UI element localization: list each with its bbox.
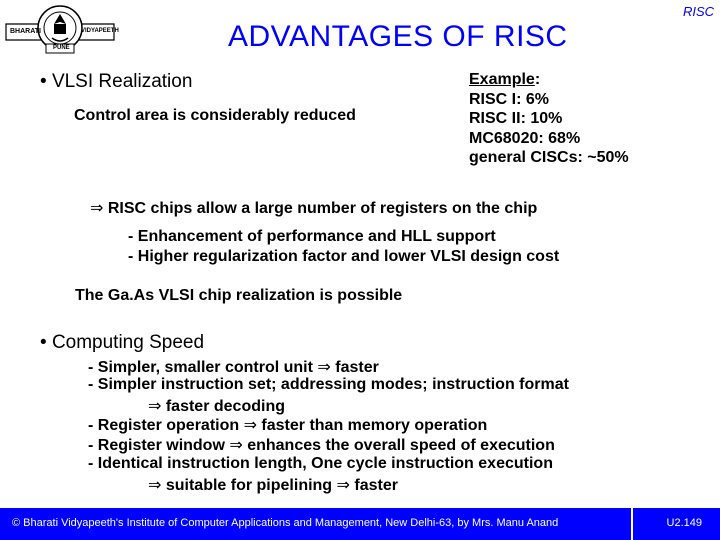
vlsi-heading-text: VLSI Realization [51,71,193,92]
implication-line [90,198,537,218]
footer-bar [0,508,720,540]
vlsi-heading [40,71,192,93]
implies-icon: ⇒ [317,357,331,376]
speed-item-result: suitable for pipelining [161,477,337,494]
speed-item-text: - Register operation [88,417,244,434]
speed-item-text: - Register window [88,437,230,454]
institute-logo [2,0,118,60]
implies-icon: ⇒ [90,198,104,217]
footer-divider [631,508,633,540]
implies-icon: ⇒ [148,475,162,494]
speed-heading [40,332,204,354]
logo-left-text: BHARATI [10,28,41,35]
implies-icon: ⇒ [148,396,162,415]
example-line: MC68020: 68% [469,129,581,147]
speed-heading-text: Computing Speed [51,332,205,353]
sub-line: - Higher regularization factor and lower VLSI design cost [128,248,560,265]
implies-icon: ⇒ [336,475,350,494]
example-colon: : [534,71,541,88]
page-number: U2.149 [666,517,702,529]
speed-item: - Identical instruction length, One cycle instruction execution [88,455,553,472]
example-line: RISC I: 6% [469,90,550,108]
corner-tag: RISC [682,4,714,19]
implies-icon: ⇒ [229,435,243,454]
slide-title: ADVANTAGES OF RISC [228,20,568,53]
speed-item [88,435,555,455]
example-line: general CISCs: ~50% [469,149,629,166]
speed-item-result: faster [349,477,398,494]
speed-item [88,357,379,377]
example-heading [469,70,629,90]
footer-credit: © Bharati Vidyapeeth's Institute of Computer Applications and Management, New Delhi-63, by Mrs. Manu Anand [12,517,559,529]
speed-item: - Simpler instruction set; addressing modes; instruction format [88,376,569,393]
speed-item-result: faster decoding [161,398,285,415]
speed-item-result: faster than memory operation [256,417,488,434]
implies-icon: ⇒ [243,415,257,434]
speed-item-result: enhances the overall speed of execution [242,437,555,454]
gaas-text: The Ga.As VLSI chip realization is possible [75,287,403,304]
speed-item [88,415,487,435]
implication-text: RISC chips allow a large number of registers on the chip [107,200,538,217]
bullet-marker: • [40,71,47,92]
logo-right-text: VIDYAPEETH [81,28,119,34]
sub-line: - Enhancement of performance and HLL support [128,228,496,245]
example-block [469,70,629,168]
control-area-text: Control area is considerably reduced [74,107,356,124]
example-label: Example [469,71,535,88]
speed-item [148,396,285,416]
bullet-marker: • [40,332,47,353]
example-line: RISC II: 10% [469,110,563,127]
speed-item-text: - Simpler, smaller control unit [88,359,318,376]
speed-item [148,475,398,495]
logo-bottom-text: PUNE [53,45,70,51]
speed-item-result: faster [330,359,379,376]
